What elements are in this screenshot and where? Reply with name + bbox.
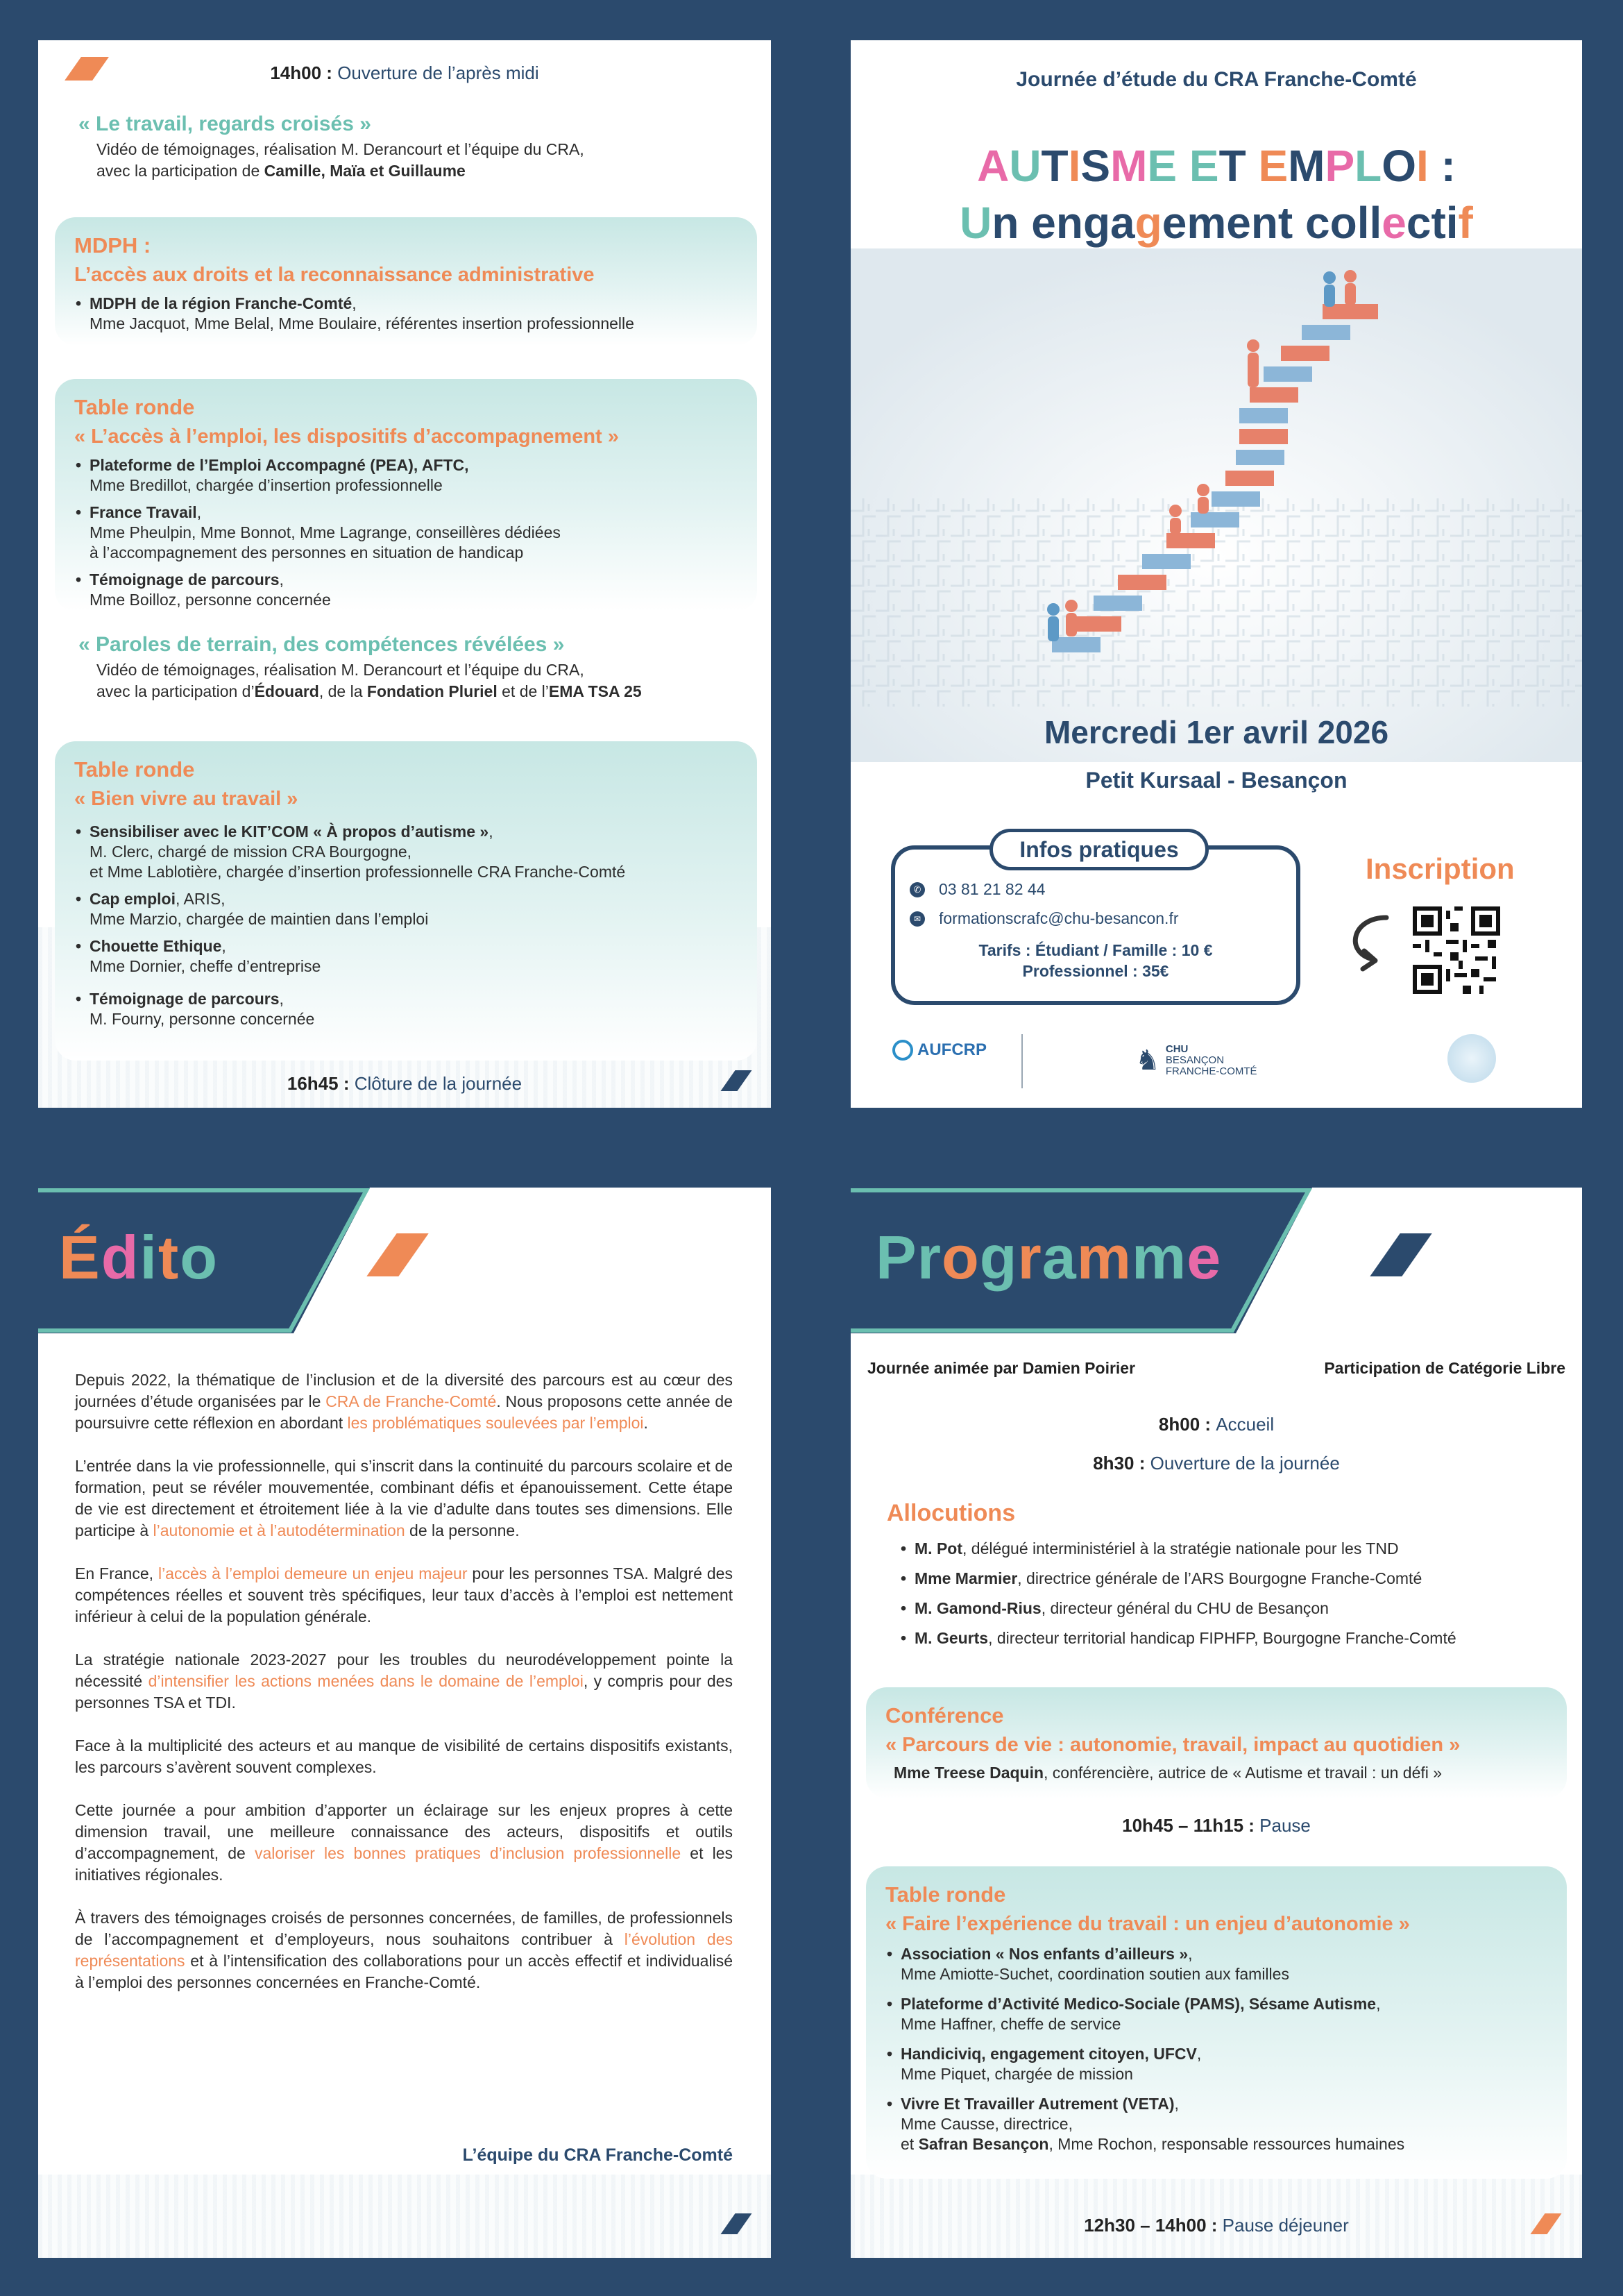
mdph-title: MDPH : xyxy=(74,233,151,258)
list-item: • Vivre Et Travailler Autrement (VETA), Mme Causse, directrice, et Safran Besançon, Mme Rochon, responsable ressources humaines xyxy=(885,2094,1547,2154)
film2-line1: Vidéo de témoignages, réalisation M. Derancourt et l’équipe du CRA, xyxy=(96,661,584,679)
edito-paragraph: La stratégie nationale 2023-2027 pour les troubles du neurodéveloppement pointe la nécessité d’intensifier les actions menées dans le domaine de l’emploi, y compris pour des personnes TSA et TDI. xyxy=(75,1651,733,1712)
inscription-label: Inscription xyxy=(1366,852,1515,885)
panel-edito xyxy=(38,1188,771,2258)
curved-arrow-icon xyxy=(1345,911,1400,973)
list-item: • Cap emploi, ARIS, Mme Marzio, chargée de maintien dans l’emploi xyxy=(74,889,738,929)
panel-cover xyxy=(851,40,1582,1108)
cra-logo xyxy=(1447,1034,1496,1083)
edito-paragraph: Face à la multiplicité des acteurs et au manque de visibilité de certains dispositifs existants, les parcours s’avèrent souvent complexes. xyxy=(75,1737,733,1776)
film1-section xyxy=(78,110,758,182)
edito-paragraph: Depuis 2022, la thématique de l’inclusion et de la diversité des parcours est au cœur des journées d’étude organisées par le CRA de Franche-Comté. Nous proposons cette année de poursuivre cette réflexion en abordant les problématiques soulevées par l’emploi. xyxy=(75,1371,733,1432)
time-accueil: 8h00 : Accueil xyxy=(1158,1414,1275,1435)
event-date: Mercredi 1er avril 2026 xyxy=(1044,714,1389,750)
allocutions-title: Allocutions xyxy=(887,1500,1016,1526)
email-line xyxy=(910,909,1179,928)
list-item: • France Travail, Mme Pheulpin, Mme Bonnot, Mme Lagrange, conseillères dédiées à l’accompagnement des personnes en situation de handicap xyxy=(74,503,738,563)
edito-paragraph: En France, l’accès à l’emploi demeure un enjeu majeur pour les personnes TSA. Malgré des compétences réelles et souvent très spécifiques, leur taux d’accès à l’emploi est nettement inférieur à celui de la population générale. xyxy=(75,1564,733,1626)
list-item: • M. Gamond-Rius, directeur général du CHU de Besançon xyxy=(899,1598,1565,1619)
mdph-subtitle: L’accès aux droits et la reconnaissance administrative xyxy=(74,264,595,286)
list-item: • Témoignage de parcours, M. Fourny, personne concernée xyxy=(74,989,738,1029)
round1-title: Table ronde xyxy=(74,395,195,419)
mdph-list xyxy=(74,294,738,334)
list-item: • M. Pot, délégué interministériel à la stratégie nationale pour les TND xyxy=(899,1539,1565,1559)
aufcrp-text: AUFCRP xyxy=(917,1040,987,1059)
list-item: • Témoignage de parcours, Mme Boilloz, personne concernée xyxy=(74,570,738,610)
aufcrp-logo xyxy=(892,1040,987,1061)
round2-title: Table ronde xyxy=(74,757,195,782)
round2-box xyxy=(55,741,757,1061)
round-box xyxy=(866,1866,1567,2179)
panel-back-page xyxy=(38,40,771,1108)
edito-signature: L’équipe du CRA Franche-Comté xyxy=(462,2145,733,2165)
phone-line xyxy=(910,880,1045,899)
list-item: • M. Geurts, directeur territorial handicap FIPHFP, Bourgogne Franche-Comté xyxy=(899,1628,1565,1648)
afternoon-opening: 14h00 : Ouverture de l’après midi xyxy=(270,62,539,83)
round2-list xyxy=(74,822,738,1029)
maze-background xyxy=(38,2175,771,2258)
list-item: • Sensibiliser avec le KIT’COM « À propos d’autisme », M. Clerc, chargé de mission CRA Bourgogne, et Mme Lablotière, chargée d’insertion professionnelle CRA Franche-Comté xyxy=(74,822,738,882)
cover-top-line: Journée d’étude du CRA Franche-Comté xyxy=(1016,68,1417,91)
chu-city: BESANÇON xyxy=(1165,1054,1225,1066)
edito-paragraph: À travers des témoignages croisés de personnes concernées, de familles, de professionnels de l’accompagnement et d’employeurs, nous souhaitons contribuer à l’évolution des représentations et à l’intensification des collaborations pour un accès effectif et individualisé à l’emploi des personnes concernées en Franche-Comté. xyxy=(75,1909,733,1991)
closing-time: 16h45 : Clôture de la journée xyxy=(287,1073,522,1094)
list-item: • MDPH de la région Franche-Comté, Mme Jacquot, Mme Belal, Mme Boulaire, référentes insertion professionnelle xyxy=(74,294,738,334)
aufcrp-icon xyxy=(892,1040,913,1061)
film1-line1: Vidéo de témoignages, réalisation M. Derancourt et l’équipe du CRA, xyxy=(96,140,584,158)
time-lunch: 12h30 – 14h00 : Pause déjeuner xyxy=(1084,2215,1349,2236)
edito-body xyxy=(75,1369,733,2015)
conference-subtitle: « Parcours de vie : autonomie, travail, impact au quotidien » xyxy=(885,1734,1461,1756)
cover-title-line2: Un engagement collectif xyxy=(960,198,1473,248)
phone-icon: ✆ xyxy=(910,882,925,897)
round1-box xyxy=(55,379,757,611)
cover-title-line1: AUTISME ET EMPLOI : xyxy=(977,141,1456,191)
tarifs-line1: Tarifs : Étudiant / Famille : 10 € xyxy=(978,941,1213,959)
conference-box xyxy=(866,1687,1567,1798)
email-address[interactable]: formationscrafc@chu-besancon.fr xyxy=(939,909,1179,927)
list-item: • Association « Nos enfants d’ailleurs », Mme Amiotte-Suchet, coordination soutien aux familles xyxy=(885,1944,1547,1984)
time-pause: 10h45 – 11h15 : Pause xyxy=(1122,1815,1311,1836)
phone-number: 03 81 21 82 44 xyxy=(939,880,1046,898)
tarifs-line2: Professionnel : 35€ xyxy=(1022,962,1169,980)
staircase-illustration xyxy=(851,248,1582,762)
programme-title: Programme xyxy=(876,1223,1222,1292)
mdph-box xyxy=(55,217,757,346)
event-place: Petit Kursaal - Besançon xyxy=(1085,768,1348,793)
allocutions-list xyxy=(899,1539,1565,1658)
edito-paragraph: Cette journée a pour ambition d’apporter un éclairage sur les enjeux propres à cette dimension travail, une meilleure connaissance des acteurs, dispositifs et outils d’accompagnement, de valoriser les bonnes pratiques d’inclusion professionnelle et les initiatives régionales. xyxy=(75,1801,733,1884)
qr-code[interactable] xyxy=(1413,906,1500,994)
list-item: • Chouette Ethique, Mme Dornier, cheffe d’entreprise xyxy=(74,936,738,977)
time-ouverture: 8h30 : Ouverture de la journée xyxy=(1093,1453,1340,1474)
participation: Participation de Catégorie Libre xyxy=(1324,1359,1565,1377)
edito-title: Édito xyxy=(59,1223,219,1292)
conference-title: Conférence xyxy=(885,1703,1004,1728)
round1-subtitle: « L’accès à l’emploi, les dispositifs d’accompagnement » xyxy=(74,425,619,448)
chu-logo xyxy=(1135,1044,1257,1077)
animated-by: Journée animée par Damien Poirier xyxy=(867,1359,1136,1377)
film2-line2: avec la participation d’Édouard, de la Fondation Pluriel et de l’EMA TSA 25 xyxy=(96,682,642,700)
email-icon: ✉ xyxy=(910,911,925,927)
logo-divider xyxy=(1021,1034,1023,1088)
film1-title: « Le travail, regards croisés » xyxy=(78,112,371,135)
lion-icon: ♞ xyxy=(1135,1045,1160,1076)
list-item: • Plateforme d’Activité Medico-Sociale (PAMS), Sésame Autisme, Mme Haffner, cheffe de service xyxy=(885,1994,1547,2034)
panel-programme xyxy=(851,1188,1582,2258)
film1-line2: avec la participation de Camille, Maïa et Guillaume xyxy=(96,162,466,180)
film2-section xyxy=(78,630,765,702)
chu-text: CHU xyxy=(1165,1043,1189,1055)
round1-list xyxy=(74,455,738,610)
edito-paragraph: L’entrée dans la vie professionnelle, qui s’inscrit dans la continuité du parcours scolaire et de formation, peut se révéler mouvementée, combinant défis et épanouissement. Cette étape de vie est directement et étroitement liée à la vie d’adulte dans toutes ses dimensions. Elle participe à l’autonomie et à l’autodétermination de la personne. xyxy=(75,1457,733,1539)
round-title: Table ronde xyxy=(885,1882,1006,1907)
chu-region: FRANCHE-COMTÉ xyxy=(1165,1065,1257,1077)
infos-title: Infos pratiques xyxy=(989,829,1209,870)
list-item: • Plateforme de l’Emploi Accompagné (PEA), AFTC, Mme Bredillot, chargée d’insertion professionnelle xyxy=(74,455,738,496)
round-list xyxy=(885,1944,1547,2154)
list-item: • Mme Marmier, directrice générale de l’ARS Bourgogne Franche-Comté xyxy=(899,1569,1565,1589)
round2-subtitle: « Bien vivre au travail » xyxy=(74,788,298,810)
film2-title: « Paroles de terrain, des compétences révélées » xyxy=(78,633,565,656)
round-subtitle: « Faire l’expérience du travail : un enjeu d’autonomie » xyxy=(885,1913,1410,1935)
conference-speaker: Mme Treese Daquin, conférencière, autrice de « Autisme et travail : un défi » xyxy=(894,1764,1443,1782)
list-item: • Handiciviq, engagement citoyen, UFCV, Mme Piquet, chargée de mission xyxy=(885,2044,1547,2084)
